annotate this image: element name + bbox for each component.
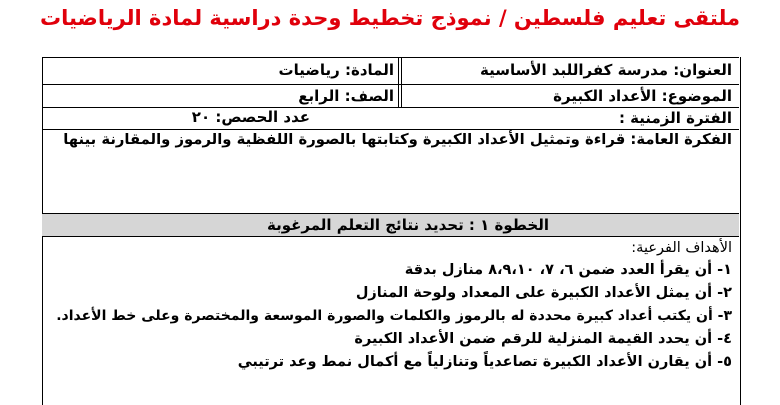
school-address: العنوان: مدرسة كفراللبد الأساسية [479,61,732,79]
step-heading-text: الخطوة ١ : تحديد نتائج التعلم المرغوبة [267,216,549,234]
topic-field: الموضوع: الأعداد الكبيرة [553,87,732,105]
column-divider [401,57,402,107]
column-divider [398,57,399,107]
goal-item: ٤- أن يحدد القيمة المنزلية للرقم ضمن الأعداد الكبيرة [354,331,732,347]
grade-field: الصف: الرابع [298,87,394,105]
period-field: الفترة الزمنية : [618,109,732,127]
divider [42,107,739,108]
divider [42,57,739,58]
subject-field: المادة: رياضيات [278,61,394,79]
goal-item: ١- أن يقرأ العدد ضمن ٦، ٧، ٨،٩،١٠ منازل بدقة [404,262,732,278]
divider [42,129,739,130]
general-idea: الفكرة العامة: قراءة وتمثيل الأعداد الكبيرة وكتابتها بالصورة اللفظية والرموز والمقارنة بينها [63,131,732,148]
step-heading [42,213,739,237]
page-title: ملتقى تعليم فلسطين / نموذج تخطيط وحدة دراسية لمادة الرياضيات [39,6,741,30]
lessons-count: عدد الحصص: ٢٠ [191,108,310,126]
goal-item: ٥- أن يقارن الأعداد الكبيرة تصاعدياً وتنازلياً مع أكمال نمط وعد ترتيبي [237,354,732,370]
sub-goals-label: الأهداف الفرعية: [631,240,732,256]
goal-item: ٢- أن يمثل الأعداد الكبيرة على المعداد ولوحة المنازل [355,285,732,301]
divider [42,84,739,85]
goal-item: ٣- أن يكتب أعداد كبيرة محددة له بالرموز والكلمات والصورة الموسعة والمختصرة وعلى خط الأعداد. [56,308,732,324]
